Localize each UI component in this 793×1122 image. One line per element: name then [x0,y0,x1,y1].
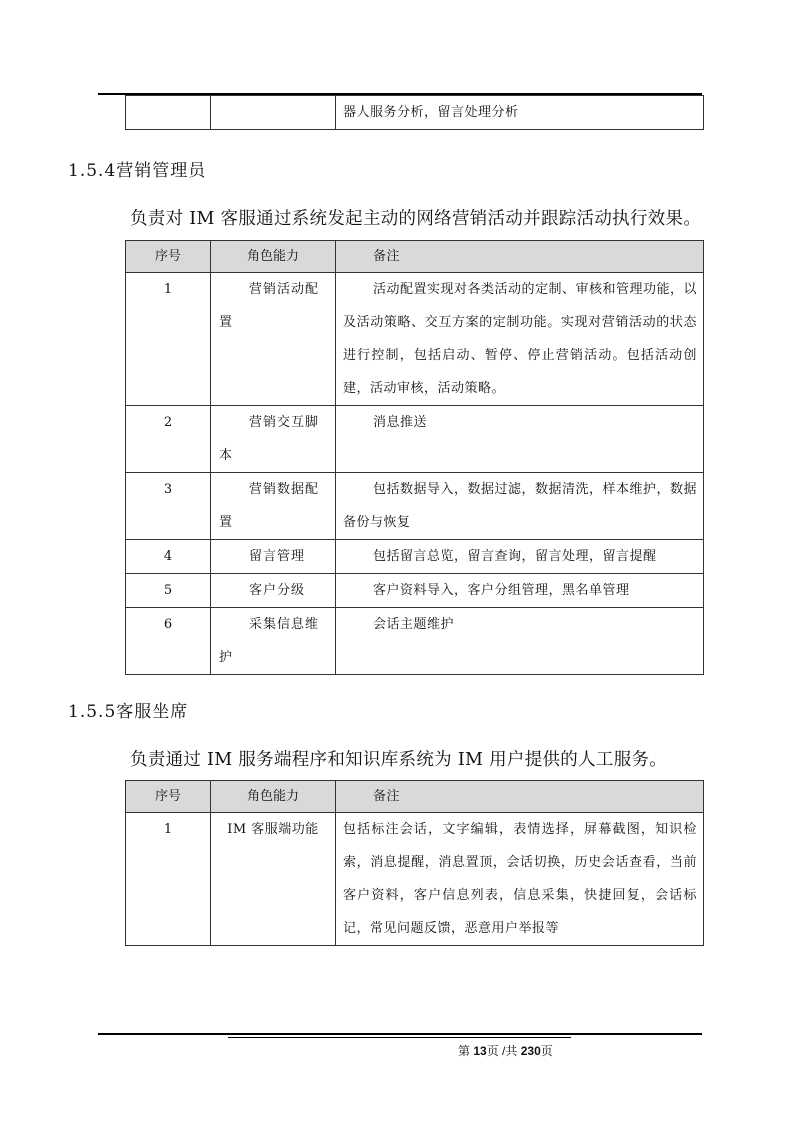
cell-note: 活动配置实现对各类活动的定制、审核和管理功能，以及活动策略、交互方案的定制功能。实现对营销活动的状态进行控制，包括启动、暂停、停止营销活动。包括活动创建，活动审核，活动策略。 [336,273,704,406]
cell-role [211,96,336,130]
header-role: 角色能力 [211,241,336,273]
cell-no: 4 [126,540,211,574]
cell-no: 5 [126,574,211,608]
cell-no: 6 [126,608,211,675]
section-intro-1-5-5: 负责通过 IM 服务端程序和知识库系统为 IM 用户提供的人工服务。 [130,750,668,770]
header-note-label: 备注 [373,249,401,264]
cell-note: 会话主题维护 [336,608,704,675]
header-note [336,241,704,273]
page-number: 第 13页 /共 230页 [458,1044,553,1058]
cell-note: 消息推送 [336,406,704,473]
cell-role: 留言管理 [211,540,336,574]
cell-no: 3 [126,473,211,540]
table-row [126,273,704,406]
section-heading-1-5-5: 1.5.5客服坐席 [68,702,189,722]
table-row [126,406,704,473]
cell-no [126,96,211,130]
cell-role: 营销交互脚 本 [211,406,336,473]
table-row [126,473,704,540]
cell-no: 1 [126,273,211,406]
header-note-label: 备注 [373,789,401,804]
table-header-row [126,781,704,813]
cell-no: 2 [126,406,211,473]
cell-role: 采集信息维 护 [211,608,336,675]
continued-table [125,95,704,130]
header-no: 序号 [126,781,211,813]
cell-note: 客户资料导入，客户分组管理，黑名单管理 [336,574,704,608]
header-no: 序号 [126,241,211,273]
table-row [126,96,704,130]
table-row [126,608,704,675]
cell-note: 包括标注会话，文字编辑，表情选择，屏幕截图，知识检索，消息提醒，消息置顶，会话切换，历史会话查看，当前客户资料，客户信息列表，信息采集，快捷回复，会话标记，常见问题反馈，恶意用户举报等 [336,813,704,946]
cell-no: 1 [126,813,211,946]
cell-note: 包括数据导入，数据过滤，数据清洗，样本维护，数据备份与恢复 [336,473,704,540]
footer-rule [98,1033,702,1035]
role-table-marketing [125,240,704,675]
cell-role: 营销数据配 置 [211,473,336,540]
header-note [336,781,704,813]
role-table-agent [125,780,704,946]
cell-role: IM 客服端功能 [211,813,336,946]
cell-note: 包括留言总览，留言查询，留言处理，留言提醒 [336,540,704,574]
cell-role: 营销活动配 置 [211,273,336,406]
table-row [126,574,704,608]
table-header-row [126,241,704,273]
table-row [126,813,704,946]
cell-note: 器人服务分析，留言处理分析 [336,96,704,130]
table-row [126,540,704,574]
header-role: 角色能力 [211,781,336,813]
section-intro-1-5-4: 负责对 IM 客服通过系统发起主动的网络营销活动并跟踪活动执行效果。 [130,209,702,229]
footer-rule-thin [228,1037,571,1038]
cell-role: 客户分级 [211,574,336,608]
section-heading-1-5-4: 1.5.4营销管理员 [68,161,207,181]
